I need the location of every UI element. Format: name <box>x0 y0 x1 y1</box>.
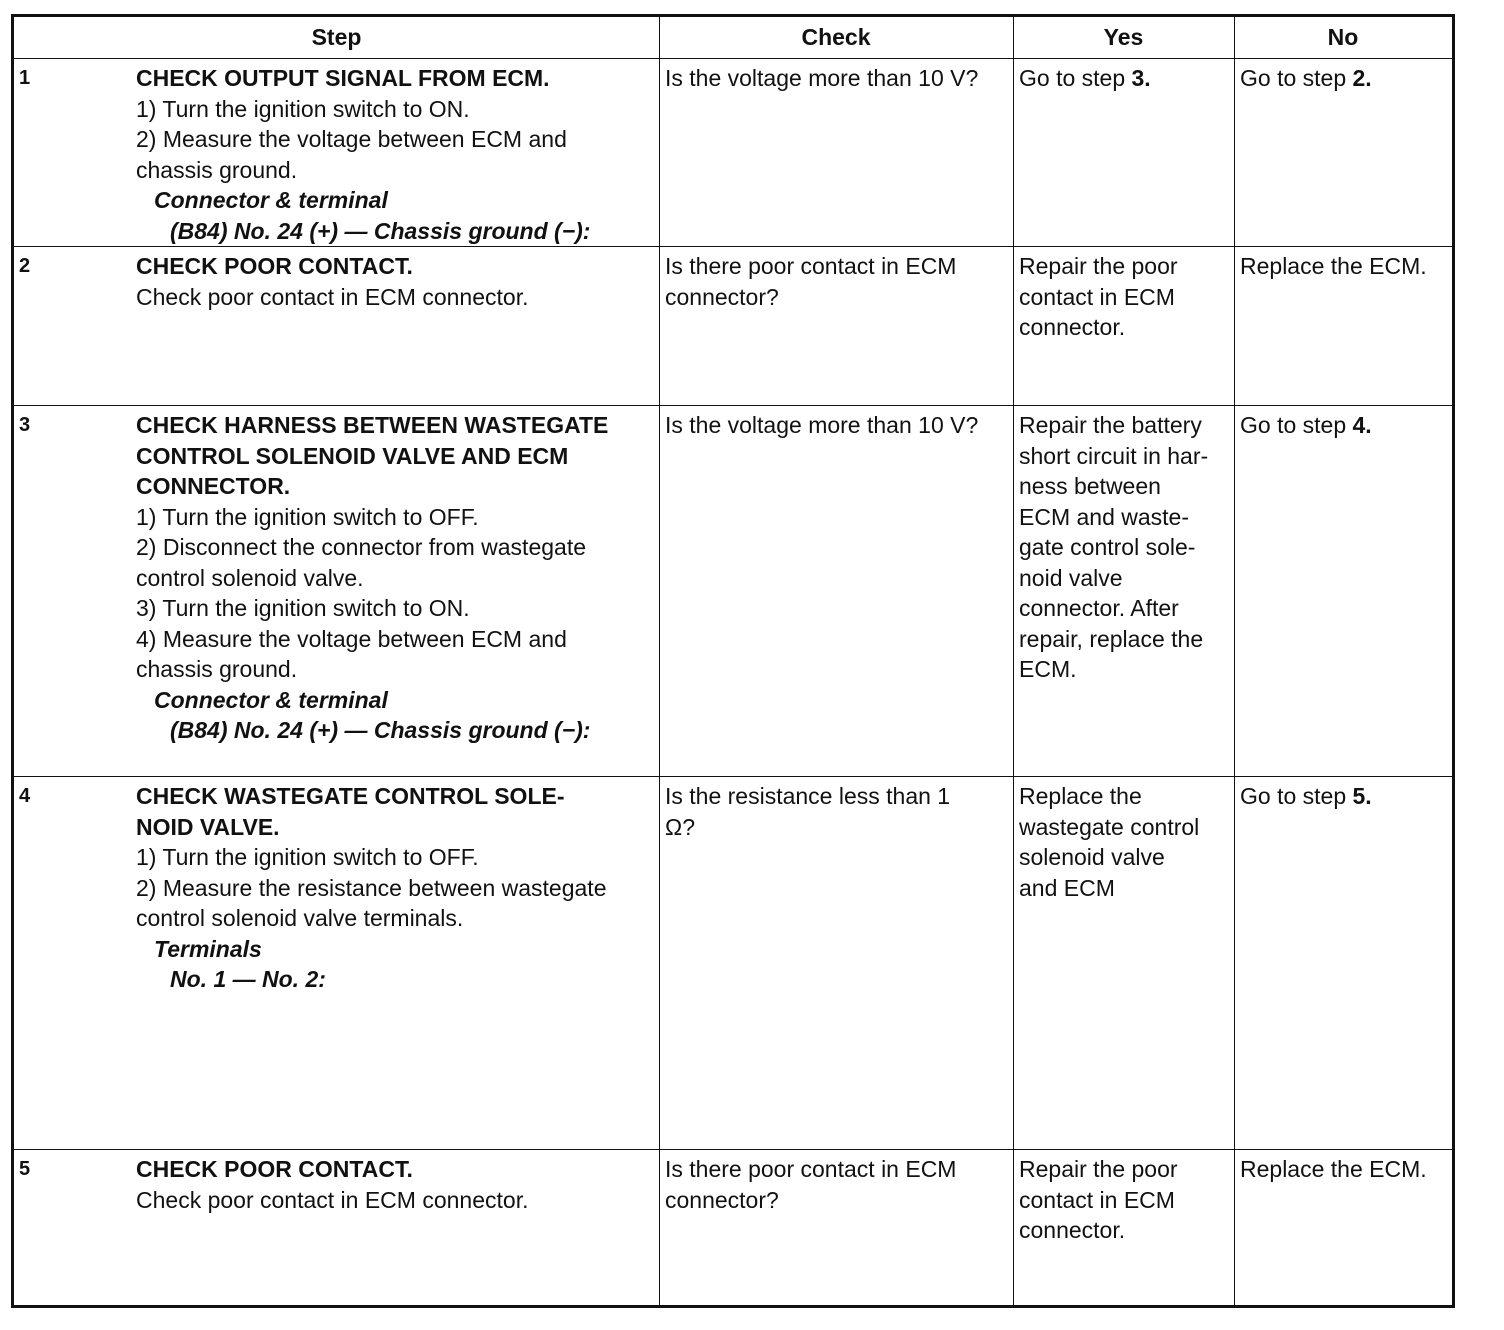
header-check: Check <box>801 24 871 50</box>
step-title: CONTROL SOLENOID VALVE AND ECM <box>136 442 569 469</box>
yes-text: and ECM <box>1019 874 1115 901</box>
column-divider <box>1234 17 1235 1305</box>
yes-text: Repair the battery <box>1019 412 1202 438</box>
row-divider <box>14 246 1452 247</box>
step-number: 5 <box>19 1158 31 1180</box>
no-action <box>1240 781 1372 812</box>
yes-text: solenoid valve <box>1019 844 1165 870</box>
step-instruction: 4) Measure the voltage between ECM and <box>136 625 567 652</box>
step-instruction: 1) Turn the ignition switch to OFF. <box>136 503 479 530</box>
no-text: Replace the ECM. <box>1240 1156 1427 1182</box>
step-title: CHECK POOR CONTACT. <box>136 1156 413 1182</box>
no-goto <box>1240 781 1372 812</box>
step-instruction: control solenoid valve. <box>136 564 364 591</box>
step-title: CHECK HARNESS BETWEEN WASTEGATE <box>136 412 609 438</box>
no-goto-text: Go to step <box>1240 783 1353 809</box>
step-title: CONNECTOR. <box>136 473 291 499</box>
yes-action <box>1019 63 1151 94</box>
spec-detail: (B84) No. 24 (+) — Chassis ground (−): <box>170 217 591 244</box>
step-number: 2 <box>19 255 31 277</box>
yes-text: repair, replace the <box>1019 625 1204 652</box>
check-question <box>665 1154 956 1215</box>
step-title: CHECK OUTPUT SIGNAL FROM ECM. <box>136 65 550 91</box>
step-description <box>136 781 607 995</box>
yes-text: wastegate control <box>1019 813 1200 840</box>
yes-action <box>1019 410 1208 685</box>
step-description <box>136 251 528 312</box>
step-instruction: control solenoid valve terminals. <box>136 905 464 931</box>
no-goto-text: Go to step <box>1240 65 1353 91</box>
yes-goto <box>1019 63 1151 94</box>
column-divider <box>659 17 660 1305</box>
step-instruction: chassis ground. <box>136 656 298 682</box>
step-number: 1 <box>19 67 31 89</box>
yes-action <box>1019 251 1178 343</box>
header-yes: Yes <box>1103 24 1144 50</box>
header-no: No <box>1327 24 1359 50</box>
no-text: Replace the ECM. <box>1240 253 1427 279</box>
step-instruction: 2) Measure the voltage between ECM and <box>136 126 567 152</box>
no-goto-step-number: 2. <box>1352 65 1372 91</box>
yes-text: connector. <box>1019 314 1126 340</box>
row-divider <box>14 776 1452 777</box>
check-text: Is there poor contact in ECM <box>665 253 957 279</box>
check-text: Is the resistance less than 1 <box>665 783 951 809</box>
yes-action <box>1019 1154 1178 1246</box>
yes-text: noid valve <box>1019 564 1123 591</box>
yes-text: ECM. <box>1019 656 1077 682</box>
yes-text: Replace the <box>1019 783 1142 809</box>
step-instruction: Check poor contact in ECM connector. <box>136 283 529 310</box>
yes-text: connector. <box>1019 1217 1126 1243</box>
no-action <box>1240 410 1372 441</box>
step-instruction: Check poor contact in ECM connector. <box>136 1186 529 1213</box>
no-goto-step-number: 5. <box>1352 783 1372 809</box>
yes-text: Repair the poor <box>1019 1156 1178 1182</box>
check-text: connector? <box>665 1186 779 1213</box>
row-divider <box>14 405 1452 406</box>
no-action <box>1240 251 1427 282</box>
step-number: 3 <box>19 414 31 436</box>
check-question <box>665 251 956 312</box>
yes-text: connector. After <box>1019 595 1179 621</box>
column-divider <box>1013 17 1014 1305</box>
step-instruction: 1) Turn the ignition switch to OFF. <box>136 844 479 870</box>
yes-text: contact in ECM <box>1019 283 1175 310</box>
header-step: Step <box>311 24 362 50</box>
spec-heading: Terminals <box>154 935 262 962</box>
no-action <box>1240 63 1372 94</box>
yes-goto-step-number: 3. <box>1131 65 1151 91</box>
yes-goto-text: Go to step <box>1019 65 1132 91</box>
yes-text: ECM and waste- <box>1019 503 1190 530</box>
check-text: Is there poor contact in ECM <box>665 1156 957 1182</box>
step-description <box>136 63 590 246</box>
no-goto <box>1240 63 1372 94</box>
spec-heading: Connector & terminal <box>154 686 388 713</box>
check-text: connector? <box>665 283 779 310</box>
no-goto-text: Go to step <box>1240 412 1353 438</box>
no-goto <box>1240 410 1372 441</box>
yes-text: ness between <box>1019 473 1161 499</box>
check-question <box>665 410 978 441</box>
step-instruction: 2) Measure the resistance between wastegate <box>136 874 607 901</box>
check-text: Ω? <box>665 813 695 840</box>
step-description <box>136 1154 528 1215</box>
yes-action <box>1019 781 1199 903</box>
step-instruction: 2) Disconnect the connector from wastegate <box>136 534 587 560</box>
yes-text: contact in ECM <box>1019 1186 1175 1213</box>
check-question <box>665 781 950 842</box>
row-divider <box>14 1149 1452 1150</box>
step-title: NOID VALVE. <box>136 813 280 840</box>
step-title: CHECK WASTEGATE CONTROL SOLE- <box>136 783 565 809</box>
spec-detail: No. 1 — No. 2: <box>170 966 326 992</box>
check-question <box>665 63 978 94</box>
diagnostic-table <box>11 14 1455 1308</box>
step-instruction: 1) Turn the ignition switch to ON. <box>136 95 470 122</box>
yes-text: short circuit in har- <box>1019 442 1209 469</box>
step-number: 4 <box>19 785 31 807</box>
step-description <box>136 410 608 746</box>
check-text: Is the voltage more than 10 V? <box>665 65 979 91</box>
step-instruction: 3) Turn the ignition switch to ON. <box>136 595 470 621</box>
no-goto-step-number: 4. <box>1352 412 1372 438</box>
yes-text: Repair the poor <box>1019 253 1178 279</box>
spec-heading: Connector & terminal <box>154 187 388 213</box>
step-instruction: chassis ground. <box>136 156 298 183</box>
spec-detail: (B84) No. 24 (+) — Chassis ground (−): <box>170 717 591 743</box>
step-title: CHECK POOR CONTACT. <box>136 253 413 279</box>
no-action <box>1240 1154 1427 1185</box>
check-text: Is the voltage more than 10 V? <box>665 412 979 438</box>
yes-text: gate control sole- <box>1019 534 1196 560</box>
